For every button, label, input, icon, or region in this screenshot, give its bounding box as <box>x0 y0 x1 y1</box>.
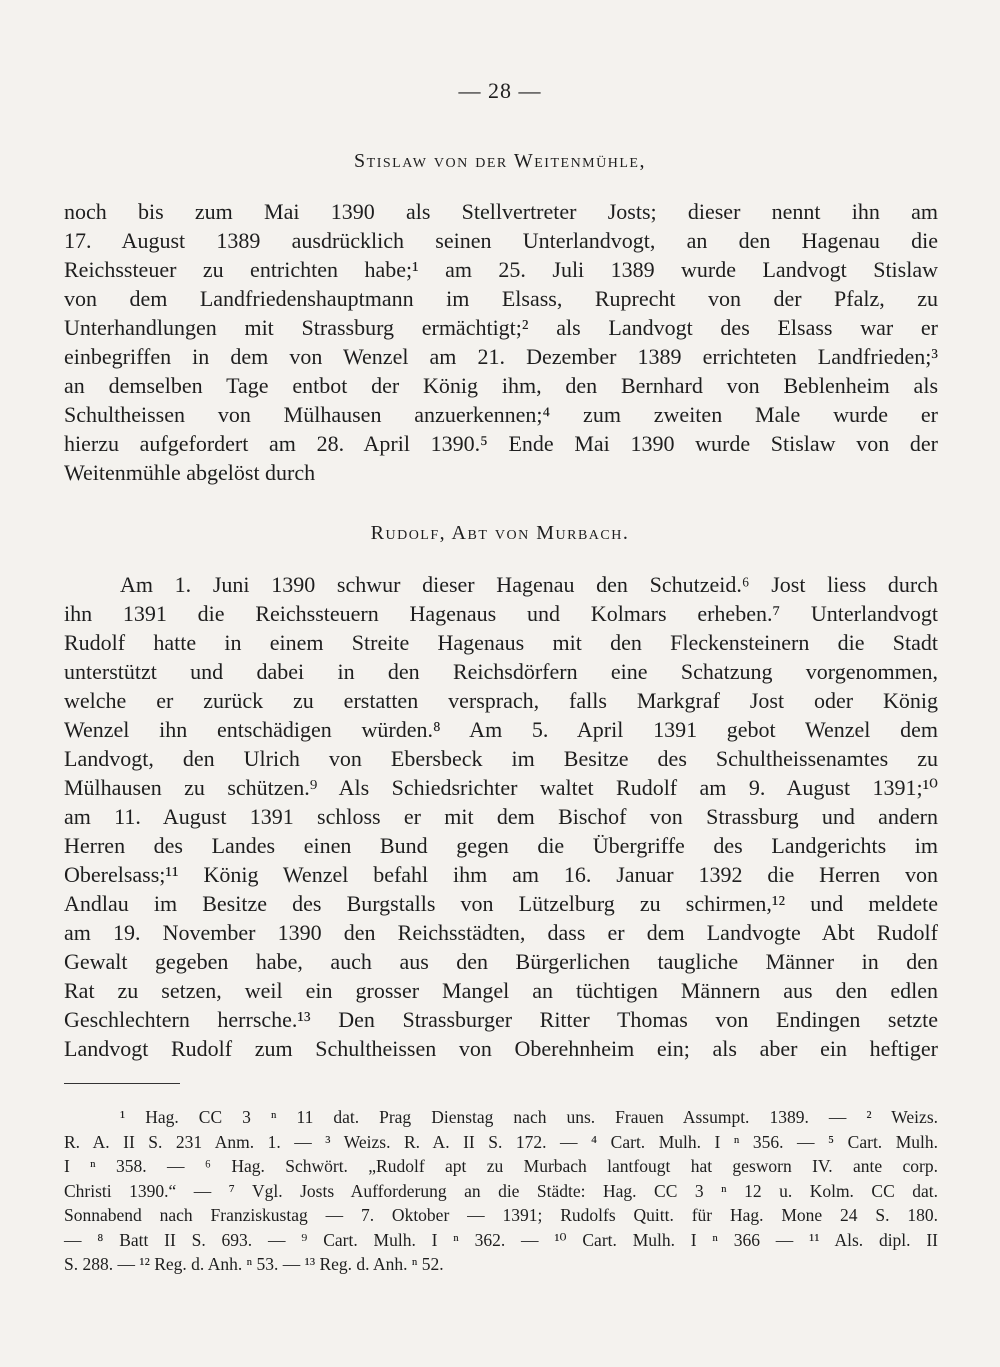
text-line: ihn 1391 die Reichssteuern Hagenaus und Kolmars erheben.⁷ Unterlandvogt <box>64 601 938 626</box>
text-line: Am 1. Juni 1390 schwur dieser Hagenau den Schutzeid.⁶ Jost liess durch <box>120 572 938 597</box>
footnote-line: — ⁸ Batt II S. 693. — ⁹ Cart. Mulh. I ⁿ 362. — ¹⁰ Cart. Mulh. I ⁿ 366 — ¹¹ Als. dipl. II <box>64 1229 938 1250</box>
text-line: unterstützt und dabei in den Reichsdörfern eine Schatzung vorgenommen, <box>64 659 938 684</box>
footnote-line: Christi 1390.“ — ⁷ Vgl. Josts Aufforderung an die Städte: Hag. CC 3 ⁿ 12 u. Kolm. CC dat. <box>64 1180 938 1201</box>
text-line: Andlau im Besitze des Burgstalls von Lützelburg zu schirmen,¹² und meldete <box>64 891 938 916</box>
footnote-line: Sonnabend nach Franziskustag — 7. Oktober — 1391; Rudolfs Quitt. für Hag. Mone 24 S. 180. <box>64 1205 938 1225</box>
text-line: Gewalt gegeben habe, auch aus den Bürgerlichen taugliche Männer in den <box>64 949 938 974</box>
text-line: hierzu aufgefordert am 28. April 1390.⁵ Ende Mai 1390 wurde Stislaw von der <box>64 431 938 456</box>
text-line: Reichssteuer zu entrichten habe;¹ am 25. Juli 1389 wurde Landvogt Stislaw <box>64 257 938 282</box>
section-heading-rudolf: Rudolf, Abt von Murbach. <box>370 522 630 544</box>
footnote-line: S. 288. — ¹² Reg. d. Anh. ⁿ 53. — ¹³ Reg. d. Anh. ⁿ 52. <box>64 1254 444 1274</box>
text-line: Schultheissen von Mülhausen anzuerkennen;⁴ zum zweiten Male wurde er <box>64 402 938 427</box>
text-line: Wenzel ihn entschädigen würden.⁸ Am 5. April 1391 gebot Wenzel dem <box>64 717 938 742</box>
text-line: am 11. August 1391 schloss er mit dem Bischof von Strassburg und andern <box>64 804 938 829</box>
text-line: Oberelsass;¹¹ König Wenzel befahl ihm am 16. Januar 1392 die Herren von <box>64 862 938 887</box>
text-line: Rat zu setzen, weil ein grosser Mangel an tüchtigen Männern aus den edlen <box>64 978 938 1003</box>
footnotes <box>64 1105 938 1277</box>
text-line: an demselben Tage entbot der König ihm, den Bernhard von Beblenheim als <box>64 373 938 398</box>
text-line: einbegriffen in dem von Wenzel am 21. Dezember 1389 errichteten Landfrieden;³ <box>64 344 938 369</box>
footnote-line: ¹ Hag. CC 3 ⁿ 11 dat. Prag Dienstag nach uns. Frauen Assumpt. 1389. — ² Weizs. <box>120 1107 938 1127</box>
footnote-divider <box>64 1083 180 1084</box>
text-line: Weitenmühle abgelöst durch <box>64 460 316 485</box>
text-line: Herren des Landes einen Bund gegen die Übergriffe des Landgerichts im <box>64 833 938 858</box>
text-line: Geschlechtern herrsche.¹³ Den Strassburger Ritter Thomas von Endingen setzte <box>64 1007 938 1032</box>
footnote-line: R. A. II S. 231 Anm. 1. — ³ Weizs. R. A. II S. 172. — ⁴ Cart. Mulh. I ⁿ 356. — ⁵ Cart. Mulh. <box>64 1131 938 1152</box>
page-number: — 28 — <box>458 78 542 103</box>
text-line: Unterhandlungen mit Strassburg ermächtigt;² als Landvogt des Elsass war er <box>64 315 938 340</box>
paragraph-rudolf <box>64 570 938 1063</box>
text-line: 17. August 1389 ausdrücklich seinen Unterlandvogt, an den Hagenau die <box>64 228 938 253</box>
text-line: welche er zurück zu erstatten versprach, falls Markgraf Jost oder König <box>64 688 938 713</box>
text-line: am 19. November 1390 den Reichsstädten, dass er dem Landvogte Abt Rudolf <box>64 920 938 945</box>
text-line: Rudolf hatte in einem Streite Hagenaus mit den Fleckensteinern die Stadt <box>64 630 938 655</box>
text-line: Landvogt, den Ulrich von Ebersbeck im Besitze des Schultheissenamtes zu <box>64 746 938 771</box>
text-line: Landvogt Rudolf zum Schultheissen von Oberehnheim ein; als aber ein heftiger <box>64 1036 938 1061</box>
text-line: noch bis zum Mai 1390 als Stellvertreter Josts; dieser nennt ihn am <box>64 199 938 224</box>
section-heading-stislaw: Stislaw von der Weitenmühle, <box>354 150 646 172</box>
paragraph-stislaw <box>64 197 938 487</box>
footnote-line: I ⁿ 358. — ⁶ Hag. Schwört. „Rudolf apt zu Murbach lantfougt hat gesworn IV. ante corp. <box>64 1156 938 1176</box>
text-line: von dem Landfriedenshauptmann im Elsass, Ruprecht von der Pfalz, zu <box>64 286 938 311</box>
text-line: Mülhausen zu schützen.⁹ Als Schiedsrichter waltet Rudolf am 9. August 1391;¹⁰ <box>64 775 938 800</box>
